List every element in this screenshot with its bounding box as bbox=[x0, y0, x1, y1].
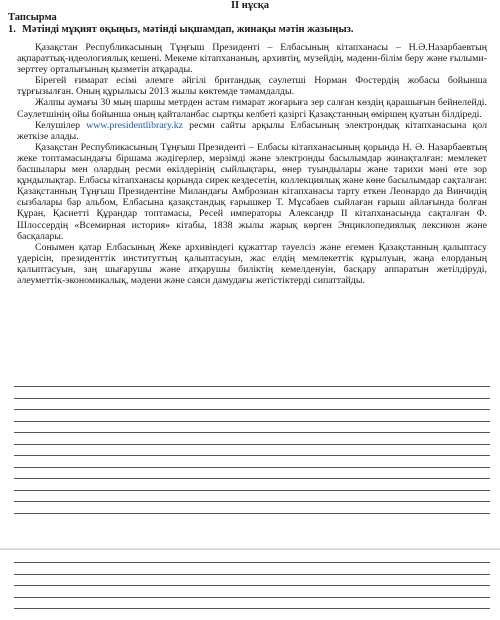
answer-line[interactable] bbox=[14, 398, 490, 399]
answer-line[interactable] bbox=[14, 608, 490, 609]
paragraph-6: Сонымен қатар Елбасының Жеке архивіндегі құжаттар тәуелсіз және егемен Қазақстанның қалыптасу үдерісін, президенттік институттың қалыптасуын, жас елдің мемлекеттік құрылуын, жаңа елорданың қалыптасуын, заң шығарушы және атқарушы биліктің кемелденуін, басқару аппаратын жетілдіруді, әлеуметтік-экономикалық, мәдени және саяси дамудағы жетістіктерді сипаттайды. bbox=[17, 241, 487, 286]
answer-line[interactable] bbox=[14, 585, 490, 586]
website-link[interactable]: www.presidentlibrary.kz bbox=[86, 119, 184, 131]
paragraph-5: Қазақстан Республикасының Тұңғыш Президенті – Елбасы кітапханасының қорында Н. Ә. Назарбаевтың жеке топтамасындағы біршама жәдігерлер, мерзімді және электронды басылымдар жинақталған: мемлекет басшылары мен олардың ресми өкілдерінің сыйлықтары, өнер туындылары және тарихи мәні өте зор құндылықтар. Елбасы кітапханасы қорында сирек кездесетін, коллекциялық және көне басылымдар сақталған: Қазақстанның Тұңғыш Президентіне Миландағы Амброзиан кітапханасы тарту еткен Леонардо да Винчидің сызбалары бар альбом, Елбасына қазақстандық ғарышкер Т. Мұсабаев сыйлаған ғарыш айлағында болған Құран, Қасиетті Құрандар топтамасы, Ресей императоры Александр II кітапханасында сақталған Ф. Шлоссердің «Всемирная история» кітабы, 1838 жылы жарық көрген Энциклопедиялық лексикон және басқалары. bbox=[17, 141, 487, 242]
answer-line[interactable] bbox=[14, 432, 490, 433]
task-instruction bbox=[8, 24, 354, 36]
answer-line[interactable] bbox=[14, 478, 490, 479]
paragraph-4 bbox=[17, 120, 487, 142]
page-divider bbox=[0, 548, 500, 550]
answer-line[interactable] bbox=[14, 455, 490, 456]
answer-line[interactable] bbox=[14, 597, 490, 598]
answer-line[interactable] bbox=[14, 421, 490, 422]
answer-line[interactable] bbox=[14, 562, 490, 563]
answer-line[interactable] bbox=[14, 513, 490, 514]
answer-line[interactable] bbox=[14, 409, 490, 410]
paragraph-3: Жалпы аумағы 30 мың шаршы метрден астам ғимарат жоғарыға зер салған көздің қарашығын бейнелейді. Сәулетшінің ойы бойынша оның қайталанбас сыртқы келбеті қазіргі Қазақстанның өміршең қуатын білдіреді. bbox=[17, 97, 487, 120]
task-number: 1. bbox=[8, 24, 16, 35]
section-heading: Тапсырма bbox=[8, 12, 57, 23]
paragraph-4-end: ресми сайты арқылы Елбасының электрондық кітапханасына қол жеткізе алады. bbox=[17, 119, 487, 142]
paragraph-2: Бірегей ғимарат есімі әлемге әйгілі британдық сәулетші Норман Фостердің жобасы бойынша тұрғызылған. Оның құрылысы 2013 жылы көктемде тәмамдалды. bbox=[17, 75, 487, 98]
variant-title: II нұсқа bbox=[230, 0, 270, 11]
answer-line[interactable] bbox=[14, 574, 490, 575]
paragraph-4-start: Келушілер bbox=[35, 119, 87, 131]
answer-line[interactable] bbox=[14, 444, 490, 445]
answer-line[interactable] bbox=[14, 490, 490, 491]
answer-line[interactable] bbox=[14, 386, 490, 387]
answer-line[interactable] bbox=[14, 501, 490, 502]
answer-line[interactable] bbox=[14, 467, 490, 468]
task-text: Мәтінді мұқият оқыңыз, мәтінді ықшамдап, жинақы мәтін жазыңыз. bbox=[22, 24, 354, 35]
reading-text bbox=[17, 42, 487, 286]
paragraph-1: Қазақстан Республикасының Тұңғыш Президенті – Елбасының кітапханасы – Н.Ә.Назарбаевтың ақпараттық-идеологиялық кешені. Мекеме кітапхананың, архивтің, музейдің, мәдени-білім беру және ғылыми-зерттеу орталығының қызметін атқарады. bbox=[17, 42, 487, 76]
